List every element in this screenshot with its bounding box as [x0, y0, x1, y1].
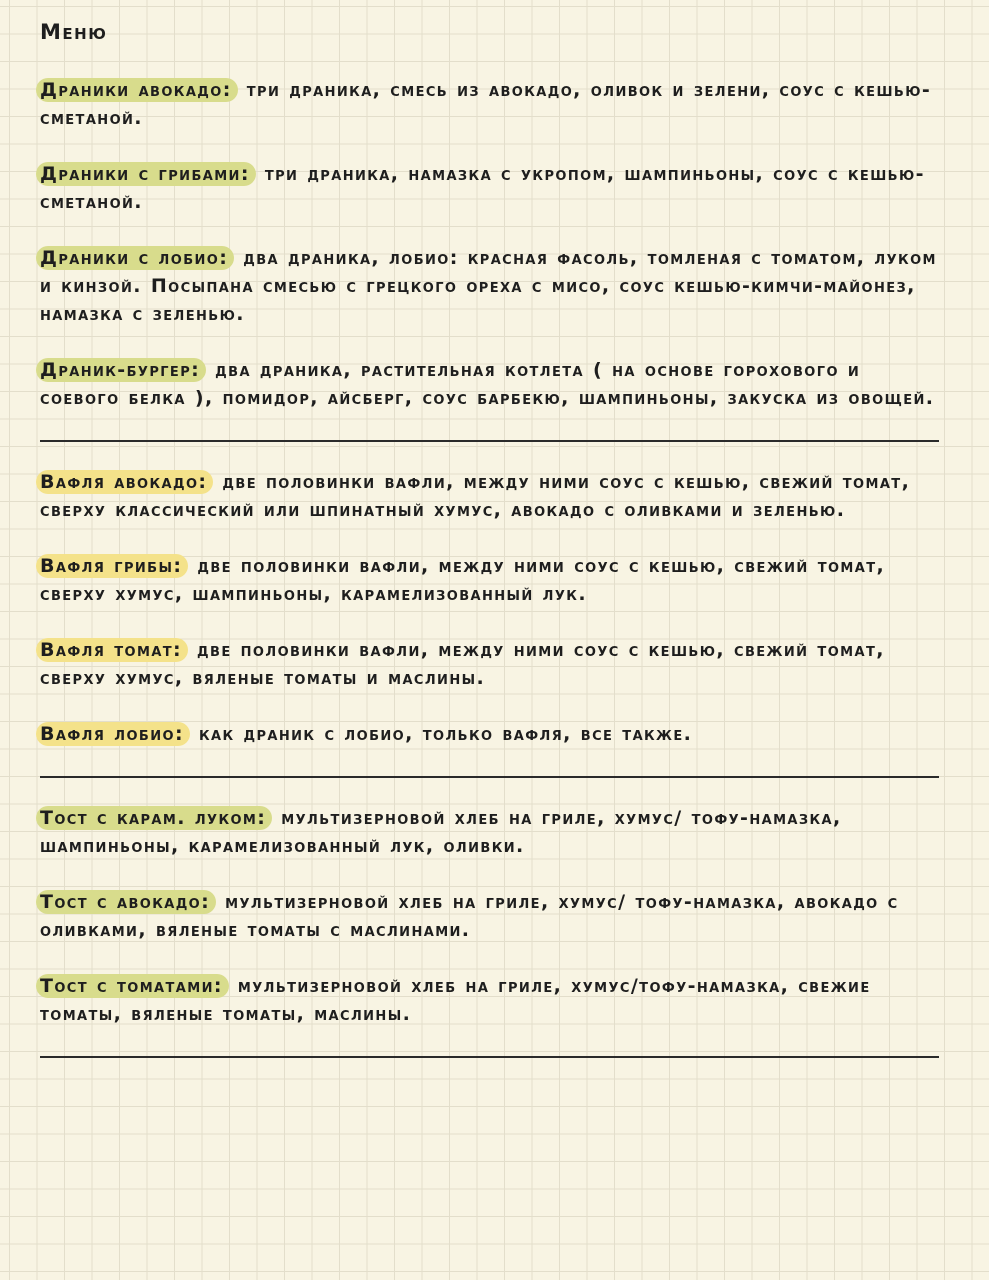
menu-item	[40, 552, 940, 608]
menu-item	[40, 468, 940, 524]
menu-item	[40, 160, 940, 216]
menu-item-description: мультизерновой хлеб на гриле, хумус/ тофу-намазка, шампиньоны, карамелизованный лук, оливки.	[40, 807, 842, 857]
menu-item-description: две половинки вафли, между ними соус с кешью, свежий томат, сверху классический или шпинатный хумус, авокадо с оливками и зеленью.	[40, 471, 911, 521]
section-divider	[40, 776, 939, 778]
menu-item	[40, 972, 940, 1028]
menu-item-name: Вафля грибы:	[36, 554, 188, 578]
menu-item-name: Драник-бургер:	[36, 358, 206, 382]
menu-item-name: Драники авокадо:	[36, 78, 238, 102]
menu-item	[40, 804, 940, 860]
section-divider	[40, 440, 939, 442]
menu-item-description: как драник с лобио, только вафля, все также.	[189, 723, 693, 745]
menu-item-name: Вафля авокадо:	[36, 470, 213, 494]
menu-page	[40, 18, 940, 1084]
menu-item	[40, 356, 940, 412]
menu-item-name: Тост с авокадо:	[36, 890, 216, 914]
menu-item-description: два драника, растительная котлета ( на основе горохового и соевого белка ), помидор, айсберг, соус барбекю, шампиньоны, закуска из овощей.	[40, 359, 935, 409]
section-vafli	[40, 468, 940, 748]
menu-item	[40, 76, 940, 132]
section-divider	[40, 1056, 939, 1058]
menu-item-description: три драника, смесь из авокадо, оливок и зелени, соус с кешью-сметаной.	[40, 79, 932, 129]
menu-item	[40, 888, 940, 944]
section-draniki	[40, 76, 940, 412]
menu-item-description: мультизерновой хлеб на гриле, хумус/тофу-намазка, свежие томаты, вяленые томаты, маслины.	[40, 975, 871, 1025]
menu-item-description: три драника, намазка с укропом, шампиньоны, соус с кешью-сметаной.	[40, 163, 925, 213]
menu-item	[40, 636, 940, 692]
page-title: Меню	[40, 20, 108, 44]
section-tosty	[40, 804, 940, 1028]
menu-item-name: Вафля томат:	[36, 638, 188, 662]
menu-item-name: Драники с лобио:	[36, 246, 234, 270]
menu-item-name: Драники с грибами:	[36, 162, 256, 186]
menu-item-description: две половинки вафли, между ними соус с кешью, свежий томат, сверху хумус, вяленые томаты и маслины.	[40, 639, 885, 689]
menu-item-name: Тост с карам. луком:	[36, 806, 272, 830]
menu-item-description: две половинки вафли, между ними соус с кешью, свежий томат, сверху хумус, шампиньоны, карамелизованный лук.	[40, 555, 886, 605]
menu-item	[40, 244, 940, 328]
menu-item-description: два драника, лобио: красная фасоль, томленая с томатом, луком и кинзой. Посыпана смесью с грецкого ореха с мисо, соус кешью-кимчи-майонез, намазка с зеленью.	[40, 247, 937, 325]
menu-item-name: Тост с томатами:	[36, 974, 229, 998]
menu-item-name: Вафля лобио:	[36, 722, 190, 746]
menu-item	[40, 720, 940, 748]
menu-item-description: мультизерновой хлеб на гриле, хумус/ тофу-намазка, авокадо с оливками, вяленые томаты с маслинами.	[40, 891, 899, 941]
